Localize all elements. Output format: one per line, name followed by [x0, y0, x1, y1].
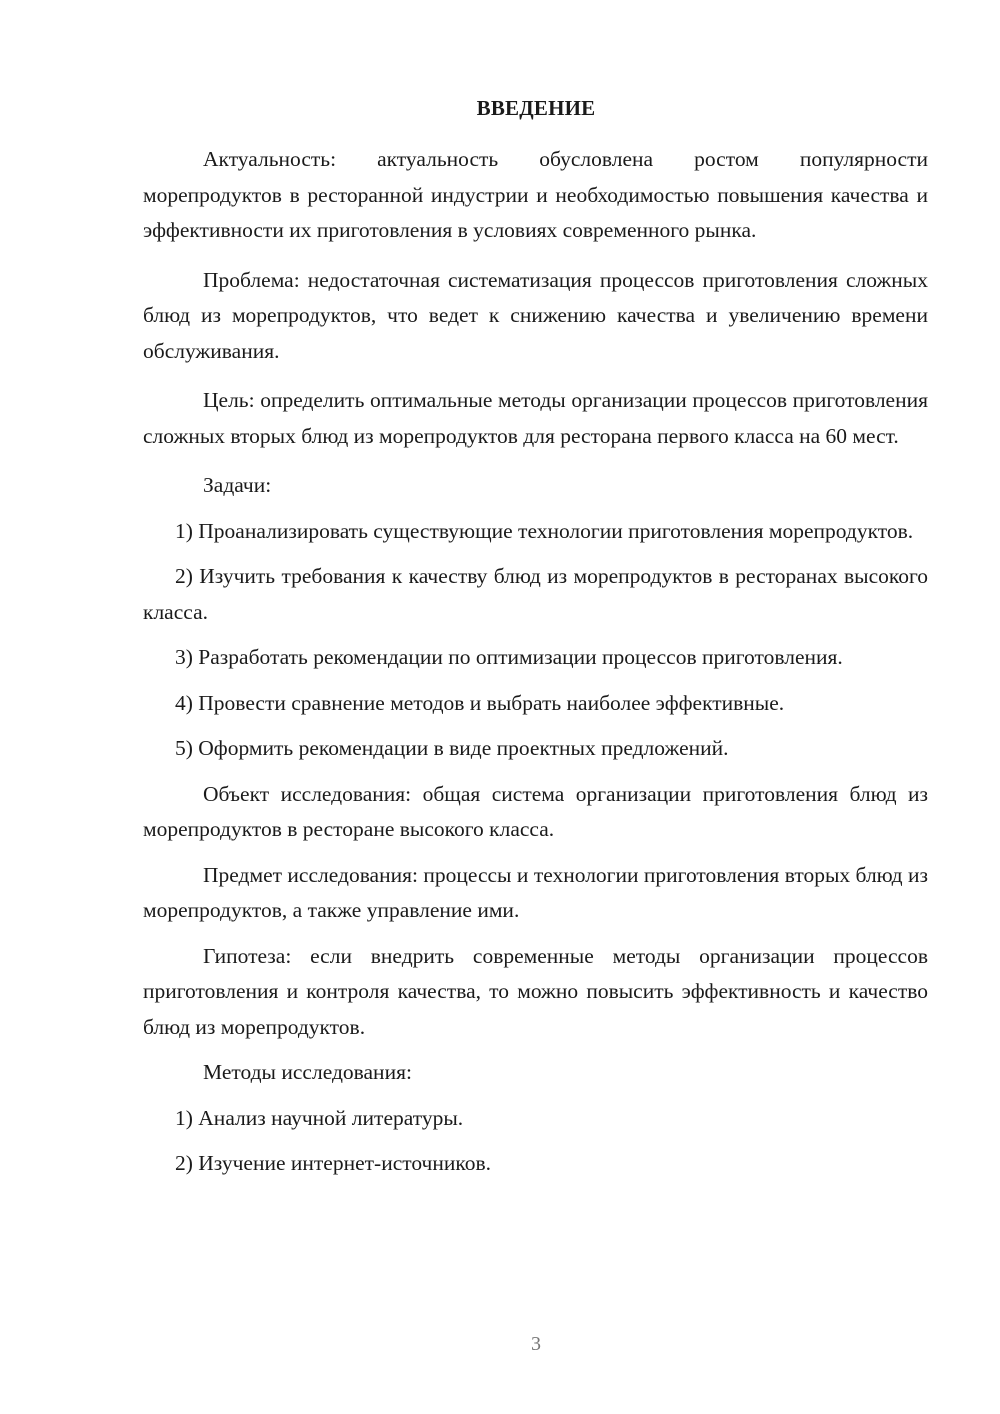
paragraph-goal: Цель: определить оптимальные методы организации процессов приготовления сложных вторых блюд из морепродуктов для ресторана первого класса на 60 мест.	[143, 388, 928, 448]
method-item-1: 1) Анализ научной литературы.	[175, 1105, 464, 1130]
method-item-2: 2) Изучение интернет-источников.	[175, 1151, 492, 1175]
paragraph-tasks-heading: Задачи:	[203, 473, 272, 497]
task-item-3: 3) Разработать рекомендации по оптимизации процессов приготовления.	[175, 645, 843, 669]
page-number: 3	[531, 1333, 541, 1355]
task-item-1: 1) Проанализировать существующие технологии приготовления морепродуктов.	[175, 518, 914, 543]
task-item-4: 4) Провести сравнение методов и выбрать наиболее эффективные.	[175, 690, 785, 715]
document-body	[143, 142, 928, 1182]
paragraph-object: Объект исследования: общая система организации приготовления блюд из морепродуктов в ресторане высокого класса.	[143, 781, 928, 841]
paragraph-methods-heading: Методы исследования:	[203, 1060, 412, 1084]
section-title: ВВЕДЕНИЕ	[476, 96, 596, 120]
paragraph-subject: Предмет исследования: процессы и технологии приготовления вторых блюд из морепродуктов, а также управление ими.	[143, 862, 928, 922]
task-item-2: 2) Изучить требования к качеству блюд из морепродуктов в ресторанах высокого класса.	[143, 564, 928, 624]
paragraph-relevance: Актуальность: актуальность обусловлена ростом популярности морепродуктов в ресторанной индустрии и необходимостью повышения качества и эффективности их приготовления в условиях современного рынка.	[143, 147, 928, 242]
paragraph-problem: Проблема: недостаточная систематизация процессов приготовления сложных блюд из морепродуктов, что ведет к снижению качества и увеличению времени обслуживания.	[143, 267, 928, 363]
task-item-5: 5) Оформить рекомендации в виде проектных предложений.	[175, 736, 729, 760]
paragraph-hypothesis: Гипотеза: если внедрить современные методы организации процессов приготовления и контроля качества, то можно повысить эффективность и качество блюд из морепродуктов.	[143, 943, 928, 1039]
